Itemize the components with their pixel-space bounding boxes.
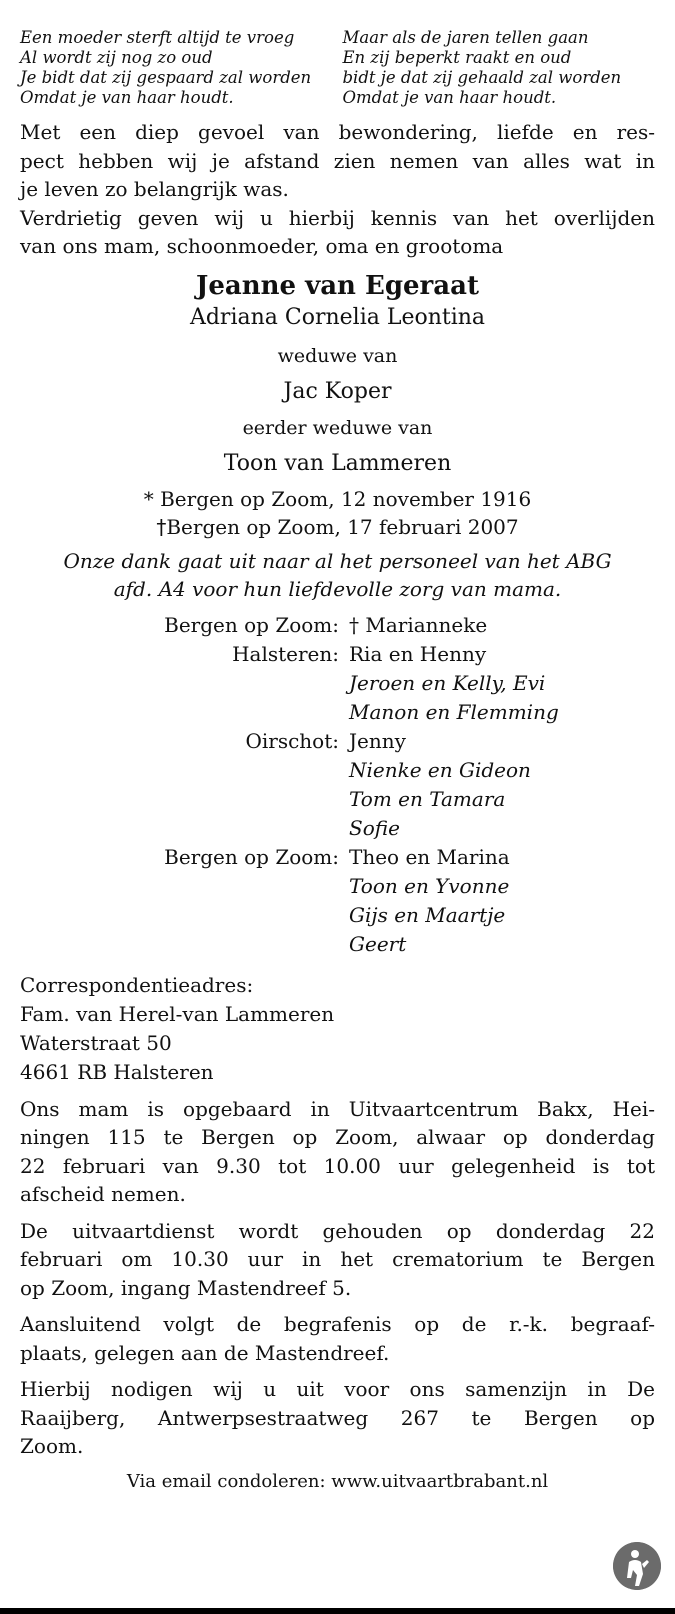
burial-paragraph <box>20 1310 655 1367</box>
family-names: Nienke en Gideon <box>349 757 531 782</box>
paragraph-line: plaats, gelegen aan de Mastendreef. <box>20 1340 390 1365</box>
family-place <box>20 698 349 727</box>
deceased-given-names: Adriana Cornelia Leontina <box>189 304 486 330</box>
family-names: Tom en Tamara <box>349 786 506 811</box>
paragraph-line: De uitvaartdienst wordt gehouden op donderdag 22 <box>20 1218 655 1243</box>
family-place <box>20 814 349 843</box>
family-names: Theo en Marina <box>349 844 510 869</box>
family-names: Gijs en Maartje <box>349 902 506 927</box>
thanks-line: afd. A4 voor hun liefdevolle zorg van mama. <box>113 576 562 601</box>
widow-of-label: weduwe van <box>277 344 398 367</box>
birth-line: * Bergen op Zoom, 12 november 1916 <box>143 486 532 511</box>
family-place: Halsteren: <box>232 641 339 666</box>
paragraph-line: Raaijberg, Antwerpsestraatweg 267 te Bergen op <box>20 1405 655 1430</box>
family-place <box>20 669 349 698</box>
address-city: 4661 RB Halsteren <box>20 1059 214 1084</box>
family-place: Oirschot: <box>245 728 339 753</box>
poem <box>20 28 655 108</box>
poem-right-stanza <box>343 28 656 108</box>
family-names: Jenny <box>349 728 406 753</box>
family-names: Geert <box>349 931 407 956</box>
family-names: Toon en Yvonne <box>349 873 510 898</box>
thanks-text <box>20 547 655 603</box>
family-place <box>20 872 349 901</box>
family-row <box>20 727 655 756</box>
gathering-paragraph <box>20 1375 655 1461</box>
earlier-spouse-name: Toon van Lammeren <box>223 450 452 476</box>
cross-icon: † <box>156 514 167 539</box>
intro-line: pect hebben wij je afstand zien nemen van alles wat in <box>20 148 655 173</box>
earlier-widow-of-label: eerder weduwe van <box>242 416 433 439</box>
paragraph-line: Hierbij nodigen wij u uit voor ons samenzijn in De <box>20 1377 655 1401</box>
address-name: Fam. van Herel-van Lammeren <box>20 1001 335 1026</box>
family-place <box>20 785 349 814</box>
address-street: Waterstraat 50 <box>20 1030 172 1055</box>
family-place: Bergen op Zoom: <box>164 844 339 869</box>
intro-line: je leven zo belangrijk was. <box>20 177 289 201</box>
family-row <box>20 756 655 785</box>
service-paragraph <box>20 1217 655 1303</box>
poem-line: Omdat je van haar houdt. <box>20 88 234 107</box>
family-names: Ria en Henny <box>349 641 487 666</box>
paragraph-line: Aansluitend volgt de begrafenis op de r.-k. begraaf- <box>20 1312 655 1336</box>
family-place <box>20 930 349 959</box>
family-names: † Marianneke <box>349 612 488 637</box>
poem-line: Omdat je van haar houdt. <box>342 88 557 107</box>
family-row <box>20 698 655 727</box>
paragraph-line: op Zoom, ingang Mastendreef 5. <box>20 1275 352 1300</box>
intro-line: van ons mam, schoonmoeder, oma en grootoma <box>20 234 504 258</box>
address-label: Correspondentieadres: <box>20 972 254 997</box>
family-row <box>20 843 655 872</box>
family-row <box>20 640 655 669</box>
family-row <box>20 930 655 959</box>
paragraph-line: afscheid nemen. <box>20 1182 186 1206</box>
family-place <box>20 756 349 785</box>
paragraph-line: ningen 115 te Bergen op Zoom, alwaar op donderdag <box>20 1125 655 1149</box>
correspondence-address <box>20 971 655 1087</box>
family-place: Bergen op Zoom: <box>164 612 339 637</box>
poem-left-stanza <box>20 28 333 108</box>
family-row <box>20 872 655 901</box>
poem-line: Een moeder sterft altijd te vroeg <box>20 28 295 47</box>
family-names: Jeroen en Kelly, Evi <box>349 670 546 695</box>
intro-paragraph <box>20 118 655 261</box>
thanks-line: Onze dank gaat uit naar al het personeel van het ABG <box>63 548 612 573</box>
intro-line: Verdrietig geven wij u hierbij kennis van het overlijden <box>20 205 655 230</box>
uitvaart-logo-icon <box>613 1542 661 1590</box>
paragraph-line: februari om 10.30 uur in het crematorium te Bergen <box>20 1247 655 1271</box>
poem-line: Maar als de jaren tellen gaan <box>342 28 589 47</box>
poem-line: bidt je dat zij gehaald zal worden <box>342 68 622 87</box>
poem-line: En zij beperkt raakt en oud <box>342 48 572 67</box>
condolence-line: Via email condoleren: www.uitvaartbrabant.nl <box>126 1470 549 1492</box>
viewing-paragraph <box>20 1095 655 1209</box>
deceased-name: Jeanne van Egeraat <box>196 270 479 301</box>
poem-line: Al wordt zij nog zo oud <box>20 48 213 67</box>
family-row <box>20 611 655 640</box>
family-row <box>20 814 655 843</box>
family-names: Manon en Flemming <box>349 699 559 724</box>
paragraph-line: Zoom. <box>20 1434 84 1458</box>
family-row <box>20 669 655 698</box>
paragraph-line: 22 februari van 9.30 tot 10.00 uur gelegenheid is tot <box>20 1153 655 1178</box>
spouse-name: Jac Koper <box>283 378 392 404</box>
paragraph-line: Ons mam is opgebaard in Uitvaartcentrum Bakx, Hei- <box>20 1096 655 1121</box>
family-row <box>20 785 655 814</box>
intro-line: Met een diep gevoel van bewondering, liefde en res- <box>20 120 655 144</box>
family-place <box>20 901 349 930</box>
family-row <box>20 901 655 930</box>
family-list <box>20 611 655 959</box>
poem-line: Je bidt dat zij gespaard zal worden <box>20 68 312 87</box>
death-text: Bergen op Zoom, 17 februari 2007 <box>166 514 519 539</box>
death-line <box>20 513 655 541</box>
family-names: Sofie <box>349 815 400 840</box>
